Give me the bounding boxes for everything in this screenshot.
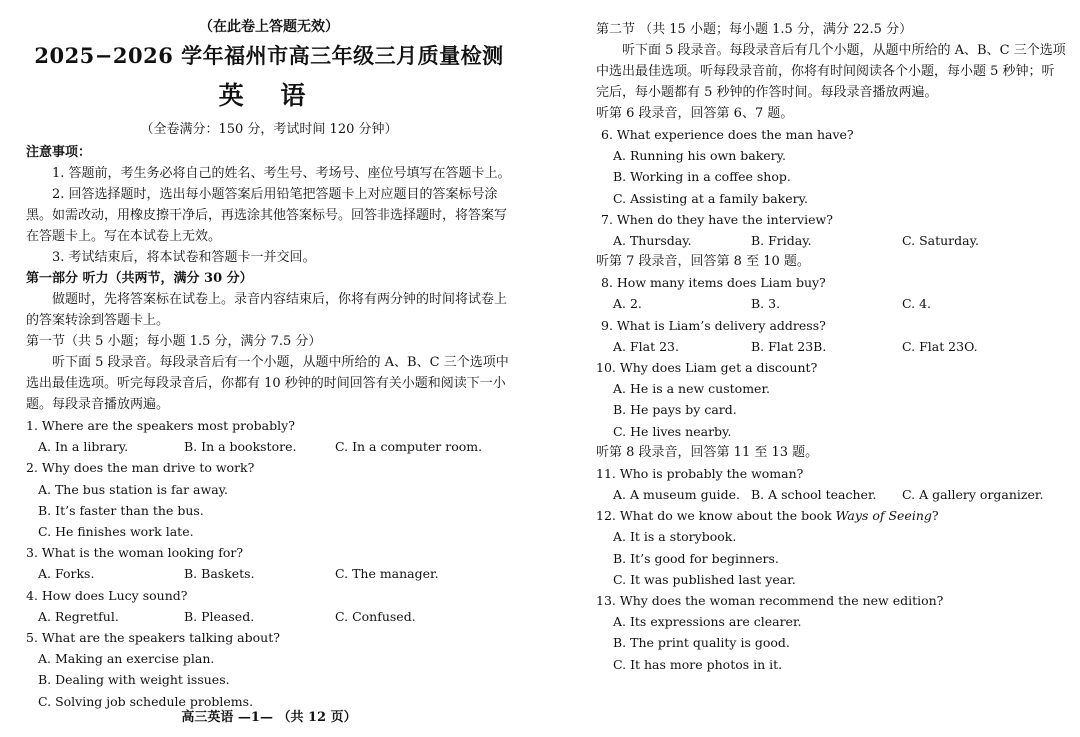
question-8-options xyxy=(596,293,1066,314)
section2-heading: 第二节 （共 15 小题；每小题 1.5 分，满分 22.5 分） xyxy=(596,22,913,37)
question-4-options xyxy=(26,606,512,627)
option-b: B. Baskets. xyxy=(184,566,255,582)
question-3: 3. What is the woman looking for? xyxy=(26,545,244,561)
question-3-options xyxy=(26,563,512,584)
section2-intro: 听下面 5 段录音。每段录音后有几个小题，从题中所给的 A、B、C 三个选项中选出最佳选项。听每段录音前，你将有时间阅读各个小题，每小题 5 秒钟；听完后，每小题都有 5 秒钟的作答时间。每段录音播放两遍。 xyxy=(596,43,1066,100)
option-c: C. Saturday. xyxy=(902,233,979,249)
option-a: A. A museum guide. xyxy=(613,487,740,503)
question-9-options xyxy=(596,336,1066,357)
option-b: B. Dealing with weight issues. xyxy=(38,672,230,688)
option-b: B. 3. xyxy=(751,296,781,312)
notice-item-3: 3. 考试结束后，将本试卷和答题卡一并交回。 xyxy=(52,250,316,265)
question-2: 2. Why does the man drive to work? xyxy=(26,460,255,476)
option-c: C. 4. xyxy=(902,296,931,312)
notice-heading: 注意事项： xyxy=(26,145,92,160)
left-column xyxy=(26,0,512,712)
notice-item-1: 1. 答题前，考生务必将自己的姓名、考生号、考场号、座位号填写在答题卡上。 xyxy=(52,166,511,181)
option-c: C. Confused. xyxy=(335,608,416,624)
question-6: 6. What experience does the man have? xyxy=(601,127,854,142)
question-1: 1. Where are the speakers most probably? xyxy=(26,418,295,433)
option-c: C. Flat 23O. xyxy=(902,338,978,354)
option-a: A. In a library. xyxy=(38,439,129,455)
option-a: A. Flat 23. xyxy=(613,338,679,354)
recording-6-instruction: 听第 6 段录音，回答第 6、7 题。 xyxy=(596,106,794,121)
option-b: B. Friday. xyxy=(751,233,812,249)
question-11: 11. Who is probably the woman? xyxy=(596,465,804,481)
section1-heading: 第一节（共 5 小题；每小题 1.5 分，满分 7.5 分） xyxy=(26,334,322,349)
option-c: C. He lives nearby. xyxy=(613,423,732,439)
question-10: 10. Why does Liam get a discount? xyxy=(596,360,818,376)
question-9: 9. What is Liam’s delivery address? xyxy=(601,317,826,333)
question-13: 13. Why does the woman recommend the new edition? xyxy=(596,593,944,609)
option-b: B. He pays by card. xyxy=(613,402,737,418)
option-b: B. It’s faster than the bus. xyxy=(38,502,204,518)
option-c: C. Solving job schedule problems. xyxy=(38,693,254,709)
option-a: A. He is a new customer. xyxy=(613,381,771,397)
option-a: A. Forks. xyxy=(38,566,95,582)
part1-intro: 做题时，先将答案标在试卷上。录音内容结束后，你将有两分钟的时间将试卷上的答案转涂到答题卡上。 xyxy=(26,292,508,328)
option-c: C. He finishes work late. xyxy=(38,524,194,540)
question-5: 5. What are the speakers talking about? xyxy=(26,630,280,646)
question-1-options xyxy=(26,436,512,457)
question-7: 7. When do they have the interview? xyxy=(601,211,833,227)
option-a: A. Its expressions are clearer. xyxy=(613,614,802,630)
option-b: B. Working in a coffee shop. xyxy=(613,169,791,185)
part1-heading: 第一部分 听力（共两节，满分 30 分） xyxy=(26,271,253,286)
option-c: C. Assisting at a family bakery. xyxy=(613,190,808,206)
right-column xyxy=(596,0,1066,675)
subject-title: 英 语 xyxy=(218,81,320,110)
question-12 xyxy=(596,505,1066,526)
full-score: （全卷满分：150 分，考试时间 120 分钟） xyxy=(140,122,398,137)
option-b: B. In a bookstore. xyxy=(184,439,297,455)
question-11-options xyxy=(596,484,1066,505)
option-a: A. Thursday. xyxy=(613,233,692,249)
option-c: C. It has more photos in it. xyxy=(613,656,783,672)
question-12-text: 12. What do we know about the book xyxy=(596,508,836,524)
option-c: C. The manager. xyxy=(335,566,439,582)
option-c: C. It was published last year. xyxy=(613,571,796,587)
recording-8-instruction: 听第 8 段录音，回答第 11 至 13 题。 xyxy=(596,444,819,460)
page-fade-overlay xyxy=(700,680,790,710)
question-4: 4. How does Lucy sound? xyxy=(26,587,188,603)
book-title: Ways of Seeing xyxy=(835,508,932,524)
option-c: C. A gallery organizer. xyxy=(902,487,1044,503)
notice-item-2: 2. 回答选择题时，选出每小题答案后用铅笔把答题卡上对应题目的答案标号涂黑。如需改动，用橡皮擦干净后，再选涂其他答案标号。回答非选择题时，将答案写在答题卡上。写在本试卷上无效。 xyxy=(26,187,508,244)
recording-7-instruction: 听第 7 段录音，回答第 8 至 10 题。 xyxy=(596,254,810,270)
option-b: B. A school teacher. xyxy=(751,487,877,503)
option-a: A. 2. xyxy=(613,296,642,312)
option-a: A. It is a storybook. xyxy=(613,529,737,545)
option-b: B. It’s good for beginners. xyxy=(613,550,779,566)
page-footer: 高三英语 —1— （共 12 页） xyxy=(181,710,357,725)
exam-title: 2025−2026 学年福州市高三年级三月质量检测 xyxy=(34,43,504,68)
option-b: B. The print quality is good. xyxy=(613,635,790,651)
question-12-mark: ? xyxy=(931,508,939,524)
option-a: A. The bus station is far away. xyxy=(38,481,229,497)
section1-intro: 听下面 5 段录音。每段录音后有一个小题，从题中所给的 A、B、C 三个选项中选出最佳选项。听完每段录音后，你都有 10 秒钟的时间回答有关小题和阅读下一小题。每段录音播放两遍。 xyxy=(26,355,509,412)
option-a: A. Regretful. xyxy=(38,608,119,624)
option-b: B. Flat 23B. xyxy=(751,338,827,354)
option-a: A. Making an exercise plan. xyxy=(38,651,215,667)
exam-note: （在此卷上答题无效） xyxy=(199,19,339,35)
question-7-options xyxy=(596,230,1066,251)
option-a: A. Running his own bakery. xyxy=(613,148,787,164)
option-c: C. In a computer room. xyxy=(335,439,483,455)
question-8: 8. How many items does Liam buy? xyxy=(601,275,826,291)
option-b: B. Pleased. xyxy=(184,608,255,624)
